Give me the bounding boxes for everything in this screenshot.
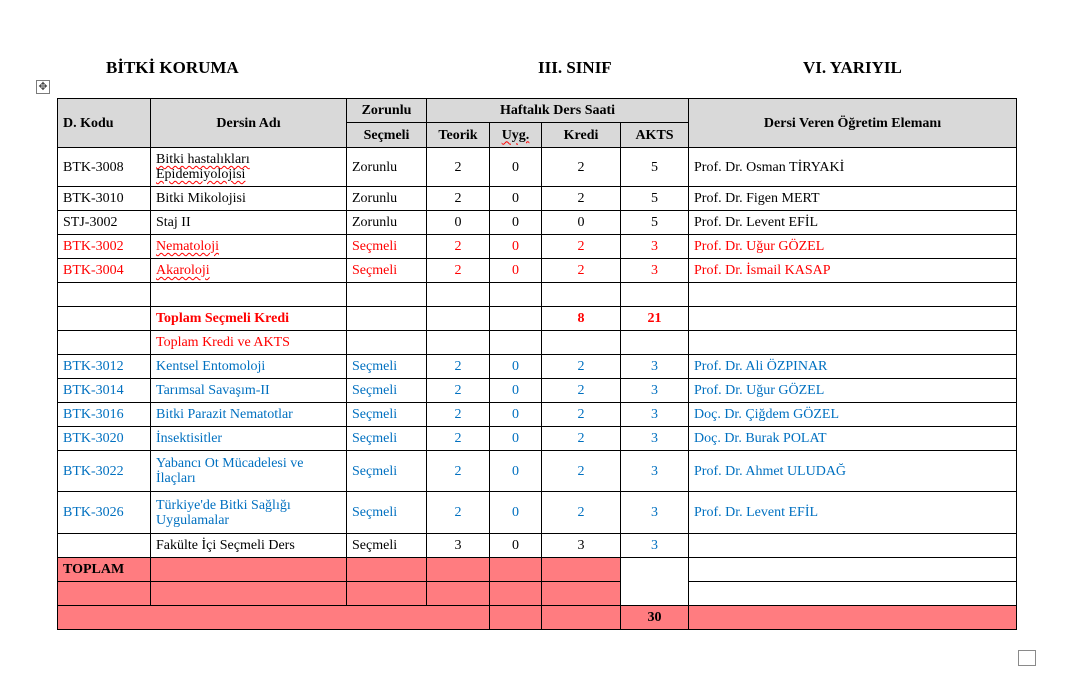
- course-code: [58, 283, 151, 307]
- total-label: TOPLAM: [58, 558, 151, 582]
- elective-total-label: Toplam Seçmeli Kredi: [151, 307, 347, 331]
- ects: 3: [621, 379, 689, 403]
- total-cell: [689, 606, 1017, 630]
- course-code: BTK-3014: [58, 379, 151, 403]
- instructor: Prof. Dr. Uğur GÖZEL: [689, 235, 1017, 259]
- total-row: [58, 558, 1017, 582]
- theory-hours: 0: [427, 211, 490, 235]
- curriculum-table: [57, 98, 1017, 630]
- practice-hours: [490, 283, 542, 307]
- ects: 3: [621, 355, 689, 379]
- course-type: Zorunlu: [347, 211, 427, 235]
- table-row: [58, 259, 1017, 283]
- ects: 3: [621, 403, 689, 427]
- total-cell: [490, 582, 542, 606]
- total-ects: 30: [621, 606, 689, 630]
- course-name: Staj II: [151, 211, 347, 235]
- course-type: Seçmeli: [347, 534, 427, 558]
- theory-hours: 3: [427, 534, 490, 558]
- ects: 5: [621, 148, 689, 187]
- total-cell: [427, 558, 490, 582]
- credit: 3: [542, 534, 621, 558]
- table-row: [58, 451, 1017, 492]
- credit: 2: [542, 187, 621, 211]
- course-type: Seçmeli: [347, 427, 427, 451]
- credit: [542, 283, 621, 307]
- practice-hours: 0: [490, 403, 542, 427]
- elective-total-credit: 8: [542, 307, 621, 331]
- instructor: Doç. Dr. Burak POLAT: [689, 427, 1017, 451]
- course-type: [347, 283, 427, 307]
- theory-hours: [427, 283, 490, 307]
- table-row: [58, 355, 1017, 379]
- table-row: [58, 492, 1017, 534]
- theory-hours: 2: [427, 259, 490, 283]
- total-cell: [542, 606, 621, 630]
- course-code: BTK-3020: [58, 427, 151, 451]
- ects: 3: [621, 259, 689, 283]
- theory-hours: 2: [427, 427, 490, 451]
- total-row-3: [58, 606, 1017, 630]
- semester-title: VI. YARIYIL: [803, 58, 902, 77]
- table-row: [58, 235, 1017, 259]
- practice-hours: [490, 307, 542, 331]
- col-header-name: Dersin Adı: [151, 99, 347, 148]
- instructor: Prof. Dr. Ali ÖZPINAR: [689, 355, 1017, 379]
- course-type: Zorunlu: [347, 148, 427, 187]
- table-move-handle-icon[interactable]: ✥: [36, 80, 50, 94]
- credit: [542, 331, 621, 355]
- ects: [621, 331, 689, 355]
- instructor: Prof. Dr. Levent EFİL: [689, 211, 1017, 235]
- credit: 2: [542, 355, 621, 379]
- total-cell: [347, 582, 427, 606]
- instructor: [689, 534, 1017, 558]
- total-cell-blank: [689, 558, 1017, 582]
- course-type: [347, 307, 427, 331]
- course-name: Yabancı Ot Mücadelesi ve İlaçları: [151, 451, 347, 492]
- ects: 5: [621, 211, 689, 235]
- instructor: [689, 283, 1017, 307]
- theory-hours: 2: [427, 379, 490, 403]
- practice-hours: [490, 331, 542, 355]
- total-cell: [490, 606, 542, 630]
- course-type: Seçmeli: [347, 379, 427, 403]
- course-code: [58, 307, 151, 331]
- total-cell: [427, 582, 490, 606]
- total-cell-blank: [689, 582, 1017, 606]
- credit: 2: [542, 451, 621, 492]
- table-header-row: [58, 99, 1017, 123]
- course-name: Bitki Parazit Nematotlar: [151, 403, 347, 427]
- ects: 5: [621, 187, 689, 211]
- course-type: Seçmeli: [347, 355, 427, 379]
- table-row: [58, 534, 1017, 558]
- ects: [621, 283, 689, 307]
- course-name: İnsektisitler: [151, 427, 347, 451]
- instructor: Prof. Dr. Osman TİRYAKİ: [689, 148, 1017, 187]
- course-code: BTK-3026: [58, 492, 151, 534]
- instructor: [689, 307, 1017, 331]
- ects: 3: [621, 451, 689, 492]
- course-name: Kentsel Entomoloji: [151, 355, 347, 379]
- course-type: Seçmeli: [347, 403, 427, 427]
- total-cell: [151, 582, 347, 606]
- course-name: Akaroloji: [151, 259, 347, 283]
- col-header-code: D. Kodu: [58, 99, 151, 148]
- col-header-practice: Uyg.: [490, 123, 542, 148]
- table-row: [58, 148, 1017, 187]
- total-cell: [58, 606, 490, 630]
- course-code: [58, 331, 151, 355]
- practice-hours: 0: [490, 211, 542, 235]
- practice-hours: 0: [490, 492, 542, 534]
- credit: 2: [542, 235, 621, 259]
- total-cell: [151, 558, 347, 582]
- instructor: Prof. Dr. Uğur GÖZEL: [689, 379, 1017, 403]
- course-type: Seçmeli: [347, 235, 427, 259]
- course-name: [151, 283, 347, 307]
- theory-hours: 2: [427, 235, 490, 259]
- course-name: Türkiye'de Bitki Sağlığı Uygulamalar: [151, 492, 347, 534]
- total-cell: [58, 582, 151, 606]
- col-header-ects: AKTS: [621, 123, 689, 148]
- total-cell: [542, 582, 621, 606]
- col-header-instructor: Dersi Veren Öğretim Elemanı: [689, 99, 1017, 148]
- table-row: [58, 379, 1017, 403]
- course-name: Bitki hastalıkları Epidemiyolojisi: [151, 148, 347, 187]
- table-row: [58, 187, 1017, 211]
- practice-hours: 0: [490, 355, 542, 379]
- table-row: [58, 427, 1017, 451]
- credit: 2: [542, 259, 621, 283]
- credit: 0: [542, 211, 621, 235]
- practice-hours: 0: [490, 259, 542, 283]
- credit: 2: [542, 379, 621, 403]
- course-code: BTK-3004: [58, 259, 151, 283]
- col-header-theory: Teorik: [427, 123, 490, 148]
- theory-hours: [427, 307, 490, 331]
- practice-hours: 0: [490, 451, 542, 492]
- course-name: Nematoloji: [151, 235, 347, 259]
- practice-hours: 0: [490, 534, 542, 558]
- course-code: STJ-3002: [58, 211, 151, 235]
- course-name: Fakülte İçi Seçmeli Ders: [151, 534, 347, 558]
- total-row-2: [58, 582, 1017, 606]
- course-type: [347, 331, 427, 355]
- total-cell-blank: [621, 558, 689, 606]
- col-header-type-line2: Seçmeli: [347, 123, 427, 148]
- practice-hours: 0: [490, 187, 542, 211]
- theory-hours: 2: [427, 492, 490, 534]
- ects: 3: [621, 534, 689, 558]
- total-credit-ects-label: Toplam Kredi ve AKTS: [151, 331, 347, 355]
- course-type: Seçmeli: [347, 451, 427, 492]
- credit: 2: [542, 403, 621, 427]
- theory-hours: 2: [427, 403, 490, 427]
- table-row: [58, 211, 1017, 235]
- ects: 3: [621, 492, 689, 534]
- col-header-type-line1: Zorunlu: [347, 99, 427, 123]
- theory-hours: 2: [427, 355, 490, 379]
- class-title: III. SINIF: [538, 58, 612, 77]
- theory-hours: 2: [427, 148, 490, 187]
- course-code: BTK-3016: [58, 403, 151, 427]
- total-credit-ects-row: [58, 331, 1017, 355]
- ects: 3: [621, 427, 689, 451]
- department-title: BİTKİ KORUMA: [106, 58, 239, 77]
- course-type: Seçmeli: [347, 259, 427, 283]
- credit: 2: [542, 492, 621, 534]
- course-type: Zorunlu: [347, 187, 427, 211]
- instructor: Prof. Dr. Figen MERT: [689, 187, 1017, 211]
- ects: 3: [621, 235, 689, 259]
- practice-hours: 0: [490, 427, 542, 451]
- credit: 2: [542, 427, 621, 451]
- table-row-empty: [58, 283, 1017, 307]
- col-header-credit: Kredi: [542, 123, 621, 148]
- course-code: BTK-3012: [58, 355, 151, 379]
- table-resize-handle-icon[interactable]: [1018, 650, 1036, 666]
- practice-hours: 0: [490, 235, 542, 259]
- elective-total-ects: 21: [621, 307, 689, 331]
- course-code: [58, 534, 151, 558]
- instructor: [689, 331, 1017, 355]
- instructor: Prof. Dr. Levent EFİL: [689, 492, 1017, 534]
- course-code: BTK-3002: [58, 235, 151, 259]
- total-cell: [490, 558, 542, 582]
- course-name: Bitki Mikolojisi: [151, 187, 347, 211]
- theory-hours: 2: [427, 187, 490, 211]
- col-header-weekly-hours: Haftalık Ders Saati: [427, 99, 689, 123]
- theory-hours: 2: [427, 451, 490, 492]
- total-cell: [542, 558, 621, 582]
- credit: 2: [542, 148, 621, 187]
- course-code: BTK-3010: [58, 187, 151, 211]
- course-type: Seçmeli: [347, 492, 427, 534]
- practice-hours: 0: [490, 379, 542, 403]
- total-cell: [347, 558, 427, 582]
- instructor: Doç. Dr. Çiğdem GÖZEL: [689, 403, 1017, 427]
- practice-hours: 0: [490, 148, 542, 187]
- instructor: Prof. Dr. Ahmet ULUDAĞ: [689, 451, 1017, 492]
- course-name: Tarımsal Savaşım-II: [151, 379, 347, 403]
- theory-hours: [427, 331, 490, 355]
- table-row: [58, 403, 1017, 427]
- elective-credit-total-row: [58, 307, 1017, 331]
- instructor: Prof. Dr. İsmail KASAP: [689, 259, 1017, 283]
- course-code: BTK-3022: [58, 451, 151, 492]
- course-code: BTK-3008: [58, 148, 151, 187]
